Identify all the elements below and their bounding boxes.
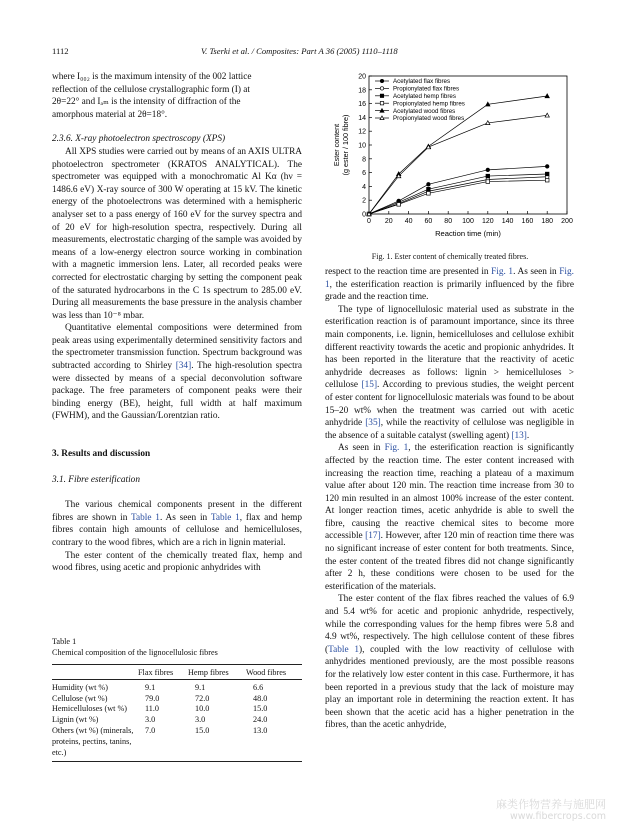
figure-link[interactable]: Fig. 1: [491, 267, 514, 277]
table-header-row: [52, 668, 302, 679]
reaction-time-paragraph: As seen in Fig. 1, the esterification reaction is significantly affected by the reaction time. The ester content increased with increasing the reaction time, reaching a plateau of a maximum value after about 120 min. The reaction time increase from 30 to 120 min resulted in an almost 100% increase of the ester content. At longer reaction times, acetic anhydride is able to swell the fibre, causing the reactive chemical sites to become more accessible [17]. However, after 120 min of reaction time there was no significant increase of ester content for both treatments. Since, the ester content of the treated fibres did not change significantly after 2 h, these conditions were chosen to be used for the esterification of the materials.: [325, 443, 575, 592]
y-tick-label: 12: [358, 128, 366, 136]
y-tick-label: 16: [358, 101, 366, 109]
composition-table: [52, 668, 302, 758]
table-link[interactable]: Table 1: [131, 512, 160, 523]
data-point: [427, 192, 431, 196]
figure-link[interactable]: Fig. 1: [384, 443, 409, 454]
data-point: [380, 102, 383, 105]
flax-hemp-paragraph: The ester content of the flax fibres reached the values of 6.9 and 5.4 wt% for acetic and propionic anhydride, respectively, while the corresponding values for the hemp fibres were 5.8 and 4.9 wt%, respectively. The high cellulose content of these fibres (Table 1), coupled with the low reactivity of cellulose with anhydrides mentioned previously, are the most possible reasons for the relatively low ester content in this case. Furthermore, it has been reported in a previous study that the lack of moisture may play an important role in determining the reaction extent. It has been shown that the acetic acid has a higher penetration in the fibres, than the acetic anhydride,: [325, 594, 574, 731]
y-tick-label: 14: [358, 114, 366, 122]
intro-line: reflection of the cellulose crystallographic form (I) at: [52, 84, 250, 95]
data-point: [427, 183, 431, 187]
table-cell: 13.0: [253, 725, 268, 735]
page-number: 1112: [52, 46, 69, 56]
x-tick-label: 200: [561, 218, 573, 225]
y-tick-label: 10: [358, 142, 366, 150]
y-tick-label: 2: [362, 197, 366, 205]
reference-link[interactable]: [17]: [365, 531, 381, 542]
table-header-cell: Hemp fibres: [188, 668, 229, 677]
legend-label: Acetylated hemp fibres: [393, 93, 456, 100]
y-tick-label: 20: [358, 73, 366, 81]
table-cell: 79.0: [145, 693, 160, 703]
table-header-cell: Flax fibres: [138, 668, 174, 677]
intro-line: where I₀₀₂ is the maximum intensity of the 002 lattice: [52, 72, 252, 82]
table-link[interactable]: Table 1: [328, 644, 360, 655]
x-tick-label: 80: [444, 218, 453, 225]
table-header-cell: [52, 668, 138, 679]
table-cell: 15.0: [195, 725, 210, 735]
xps-paragraph: All XPS studies were carried out by means of an AXIS ULTRA photoelectron spectrometer (KRATOS ANALYTICAL). The spectrometer was equipped with a monochromatic Al Kα (hν = 1486.6 eV) X-ray source of 300 W operating at 15 kV. The kinetic energy of the photoelectrons was determined with a hemispheric analyser set to a pass energy of 160 eV for the survey spectra and of 20 eV for high-resolution spectra, respectively. During all measurements, electrostatic charging of the sample was avoided by means of a low-energy electron source working in combination with a magnetic immersion lens. Later, all recorded peaks were corrected for electrostatic charging by setting the component peak of the saturated hydrocarbons in the C 1s spectrum to 285.00 eV. During all measurements the base pressure in the analysis chamber was less than 10⁻⁸ mbar.: [52, 146, 302, 321]
table-cell: 9.1: [145, 682, 156, 692]
y-tick-label: 6: [362, 170, 366, 178]
figure-1-chart: [325, 70, 575, 240]
composition-paragraph: The various chemical components present in the different fibres are shown in Table 1. As seen in Table 1, flax and hemp fibres contain high amounts of cellulose and hemicelluloses, contrary to the wood fibres, which are a rich in lignin material.: [52, 500, 302, 548]
table-cell: Humidity (wt %): [52, 682, 108, 692]
table-cell: 24.0: [253, 715, 268, 725]
table-row: [52, 683, 302, 694]
data-point: [380, 79, 383, 82]
data-point: [545, 172, 549, 176]
data-point: [545, 94, 549, 98]
xps-heading: 2.3.6. X-ray photoelectron spectroscopy (XPS): [52, 134, 226, 145]
y-axis-label: Ester content: [332, 123, 341, 167]
table-caption: Chemical composition of the lignocellulosic fibres: [52, 648, 218, 657]
intro-line: 2θ=22° and Iₐₘ is the intensity of diffraction of the: [52, 97, 241, 108]
y-tick-label: 8: [362, 156, 366, 164]
data-point: [380, 87, 383, 90]
series-line: [369, 115, 547, 214]
table-label: Table 1: [52, 637, 77, 646]
data-point: [545, 113, 549, 117]
table-cell: 72.0: [195, 693, 210, 703]
table-cell: Lignin (wt %): [52, 715, 99, 725]
table-cell: 10.0: [195, 704, 210, 714]
reference-link[interactable]: [13]: [511, 430, 527, 441]
x-axis-label: Reaction time (min): [435, 229, 501, 238]
table-row: [52, 715, 302, 726]
table-row: [52, 726, 302, 758]
table-cell: 9.1: [195, 682, 206, 692]
y-tick-label: 0: [362, 211, 366, 219]
x-tick-label: 180: [541, 218, 554, 225]
data-point: [397, 203, 401, 207]
table-cell: Others (wt %) (minerals, proteins, pectins, tanins, etc.): [52, 725, 134, 757]
table-1: [52, 636, 302, 762]
data-point: [486, 168, 490, 172]
left-column: [52, 71, 302, 575]
running-title: V. Tserki et al. / Composites: Part A 36 (2005) 1110–1118: [201, 46, 398, 56]
table-cell: 48.0: [253, 693, 268, 703]
reference-link[interactable]: [15]: [361, 380, 378, 391]
x-tick-label: 160: [521, 218, 534, 225]
table-cell: 3.0: [145, 715, 156, 725]
table-header-cell: Wood fibres: [246, 668, 287, 677]
quantitative-paragraph: Quantitative elemental compositions were determined from peak areas using experimentally determined sensitivity factors and the spectrometer transmission function. Spectrum background was subtracted according to Shirley [34]. The high-resolution spectra were dissected by means of a special deconvolution software package. The free parameters of component peaks were their binding energy (BE), height, full width at half maximum (FWHM), and the Gaussian/Lorentzian ratio.: [52, 323, 302, 422]
table-cell: 6.6: [253, 682, 264, 692]
ester-content-paragraph: The ester content of the chemically treated flax, hemp and wood fibres, using acetic and propionic anhydrides with: [52, 550, 302, 574]
table-link[interactable]: Table 1: [210, 512, 240, 523]
x-tick-label: 40: [404, 218, 413, 225]
legend-label: Acetylated flax fibres: [393, 78, 451, 86]
series-line: [369, 166, 547, 214]
intro-line: amorphous material at 2θ=18°.: [52, 109, 168, 120]
fibre-esterification-heading: 3.1. Fibre esterification: [52, 474, 140, 485]
right-column: [325, 266, 574, 732]
data-point: [427, 187, 431, 191]
y-axis-label: (g ester / 100 fibre): [341, 114, 350, 176]
x-tick-label: 140: [501, 218, 514, 225]
watermark-url: www.fibercrops.com: [510, 811, 607, 822]
results-heading: 3. Results and discussion: [52, 449, 151, 460]
legend-label: Acetylated wood fibres: [393, 107, 456, 115]
x-tick-label: 120: [481, 218, 494, 225]
table-cell: Cellulose (wt %): [52, 693, 108, 703]
table-cell: 11.0: [145, 704, 160, 714]
data-point: [380, 94, 383, 97]
x-tick-label: 20: [384, 218, 393, 225]
table-cell: 3.0: [195, 715, 206, 725]
data-point: [486, 180, 490, 184]
reference-link[interactable]: [34]: [175, 361, 192, 372]
x-tick-label: 60: [424, 218, 433, 225]
y-tick-label: 4: [362, 183, 366, 191]
table-cell: 7.0: [145, 725, 156, 735]
reference-link[interactable]: [35]: [365, 418, 381, 429]
data-point: [486, 174, 490, 178]
table-cell: Hemicelluloses (wt %): [52, 704, 128, 714]
legend-label: Propionylated hemp fibres: [393, 100, 465, 108]
table-cell: 15.0: [253, 704, 268, 714]
figure-link[interactable]: Fig. 1: [325, 267, 574, 290]
figure-reference-paragraph: respect to the reaction time are presented in Fig. 1. As seen in Fig. 1, the esterification reaction is primarily influenced by the fibre grade and the reaction time.: [325, 267, 574, 303]
watermark-text: 麻类作物营养与施肥网: [496, 798, 606, 811]
y-tick-label: 18: [358, 87, 366, 95]
data-point: [545, 178, 549, 182]
table-bottom-rule: [52, 761, 302, 762]
table-top-rule: [52, 664, 302, 665]
table-row: [52, 694, 302, 705]
x-tick-label: 100: [462, 218, 474, 225]
figure-caption: Fig. 1. Ester content of chemically treated fibres.: [371, 252, 529, 261]
legend-label: Propionylated wood fibres: [393, 115, 465, 123]
equation-explanation: [52, 71, 302, 121]
legend-label: Propionylated flax fibres: [393, 85, 460, 93]
x-tick-label: 0: [367, 218, 371, 225]
table-row: [52, 704, 302, 715]
reactivity-paragraph: The type of lignocellulosic material used as substrate in the esterification reaction is of paramount importance, since its three main components, i.e. lignin, hemicelluloses and cellulose exhibit different reactivity towards the acetic and propionic anhydrides. It has been reported in the literature that the reactivity of acetic anhydride decreases as follows: lignin > hemicelluloses > cellulose [15]. According to previous studies, the weight percent of ester content for lignocellulosic materials was found to be about 15–20 wt% when the treatment was carried out with acetic anhydride [35], while the reactivity of cellulose was negligible in the absence of a suitable catalyst (swelling agent) [13].: [325, 304, 574, 441]
data-point: [545, 165, 549, 169]
